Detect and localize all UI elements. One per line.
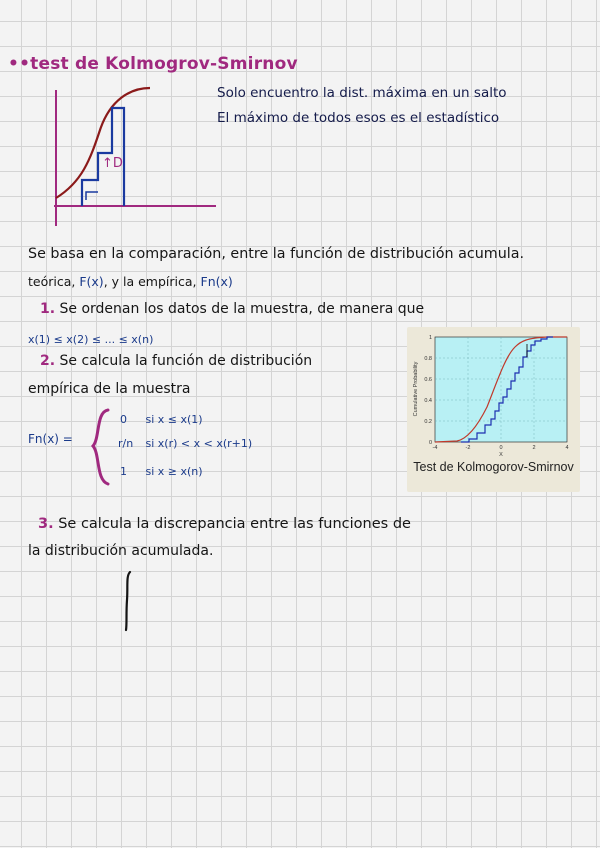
piecewise-lhs: Fn(x) = [28, 432, 73, 446]
case-3-value: 1 [120, 465, 127, 478]
y-tick-3: 0.6 [424, 377, 432, 383]
piecewise-case-2 [118, 437, 252, 450]
ks-figure [407, 327, 580, 459]
step-1-number: 1. [40, 301, 56, 317]
step-3-text: Se calcula la discrepancia entre las funciones de [58, 516, 411, 532]
step-2-continued: empírica de la muestra [28, 381, 191, 397]
x-tick-2: 0 [499, 445, 503, 451]
sketch-theoretical-curve [56, 88, 150, 198]
intro-empirica: , y la empírica, [103, 274, 197, 289]
case-3-condition: si x ≥ x(n) [145, 465, 203, 478]
y-tick-2: 0.4 [424, 398, 432, 404]
sketch-label-d: ↑D [102, 156, 123, 171]
step-3-continued: la distribución acumulada. [28, 543, 214, 559]
note-1: Solo encuentro la dist. máxima en un salto [217, 85, 507, 101]
intro-line-2 [28, 274, 233, 289]
intro-fnx: Fn(x) [200, 274, 233, 289]
y-tick-1: 0.2 [424, 419, 432, 425]
x-tick-3: 2 [532, 445, 536, 451]
x-tick-1: -2 [465, 445, 471, 451]
y-tick-5: 1 [428, 335, 432, 341]
order-formula: x(1) ≤ x(2) ≤ ... ≤ x(n) [28, 333, 154, 346]
case-1-condition: si x ≤ x(1) [145, 413, 203, 426]
x-axis-label: X [499, 452, 503, 458]
x-tick-0: -4 [432, 445, 438, 451]
note-2: El máximo de todos esos es el estadístico [217, 110, 500, 126]
step-3-number: 3. [38, 516, 54, 532]
step-2 [40, 353, 312, 369]
x-tick-4: 4 [565, 445, 569, 451]
case-2-condition: si x(r) < x < x(r+1) [145, 437, 253, 450]
intro-teorica: teórica, [28, 274, 76, 289]
step-1 [40, 301, 424, 317]
pen-stroke [118, 566, 138, 636]
piecewise-brace [90, 408, 114, 486]
figure-caption: Test de Kolmogorov-Smirnov [413, 460, 574, 474]
step-1-text: Se ordenan los datos de la muestra, de manera que [59, 301, 425, 317]
piecewise-case-3 [120, 465, 203, 478]
case-2-value: r/n [118, 437, 134, 450]
step-3 [38, 516, 411, 532]
y-tick-0: 0 [428, 440, 432, 446]
piecewise-case-1 [120, 413, 203, 426]
y-tick-4: 0.8 [424, 356, 432, 362]
step-2-number: 2. [40, 353, 56, 369]
page-title: ••test de Kolmogrov-Smirnov [8, 54, 298, 74]
y-axis-label: Cumulative Probability [413, 361, 419, 417]
case-1-value: 0 [120, 413, 127, 426]
step-2-text: Se calcula la función de distribución [59, 353, 313, 369]
intro-fx: F(x) [79, 274, 104, 289]
intro-line-1: Se basa en la comparación, entre la función de distribución acumula. [28, 246, 525, 262]
